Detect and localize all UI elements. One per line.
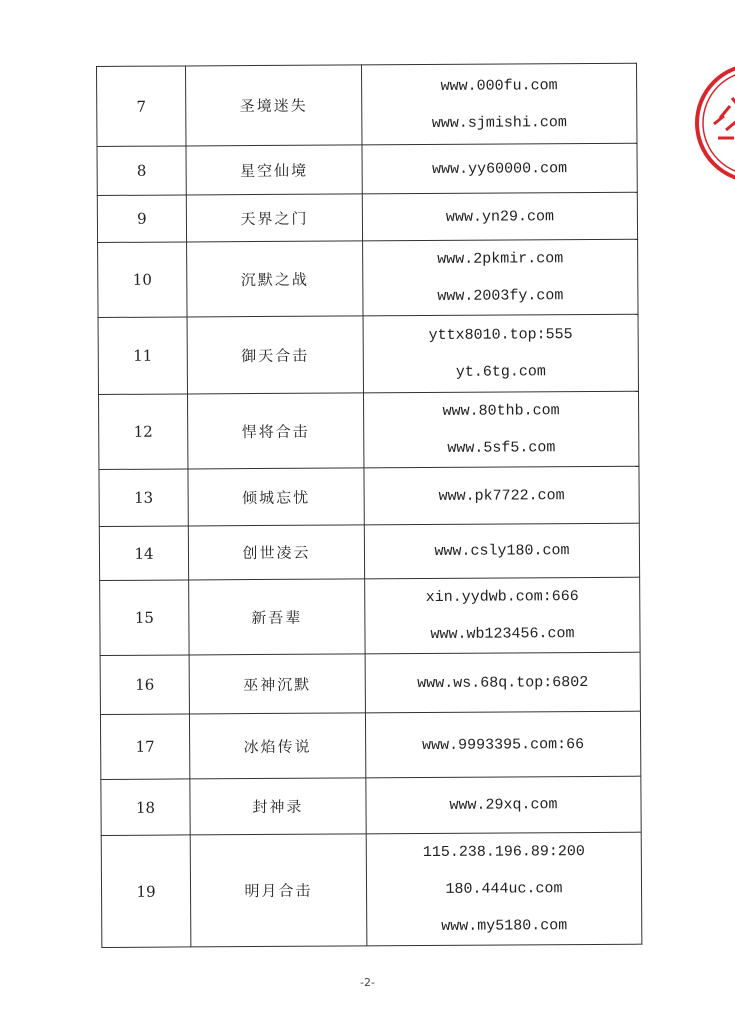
website-cell	[364, 391, 639, 468]
game-name: 倾城忘忧	[188, 468, 364, 526]
table-row	[100, 652, 640, 714]
game-name: 悍将合击	[188, 393, 364, 469]
website-url: www.yy60000.com	[432, 159, 568, 178]
table-row	[98, 314, 638, 394]
website-url: www.csly180.com	[434, 542, 570, 560]
row-number: 16	[100, 655, 189, 715]
website-url: www.2003fy.com	[437, 287, 564, 305]
website-cell	[365, 711, 640, 778]
game-name: 御天合击	[187, 316, 363, 394]
website-url: yttx8010.top:555	[428, 326, 573, 344]
game-site-table	[96, 63, 642, 948]
website-url: xin.yydwb.com:666	[425, 588, 579, 606]
game-name: 巫神沉默	[189, 654, 365, 714]
website-url: www.80thb.com	[442, 402, 560, 420]
game-name: 创世凌云	[188, 525, 364, 580]
row-number: 8	[97, 146, 186, 196]
website-url: 115.238.196.89:200	[422, 843, 585, 862]
table-row	[101, 832, 642, 947]
table-row	[99, 391, 639, 469]
table-row	[97, 63, 637, 146]
game-name: 圣境迷失	[186, 65, 362, 146]
website-url: www.wb123456.com	[430, 625, 575, 643]
website-url: www.my5180.com	[441, 917, 568, 935]
website-url: www.ws.68q.top:6802	[417, 673, 589, 692]
red-seal-stamp	[690, 58, 735, 188]
website-cell	[364, 523, 639, 579]
row-number: 11	[98, 317, 187, 395]
website-url: www.000fu.com	[440, 76, 558, 95]
website-cell	[363, 239, 638, 316]
game-name: 封神录	[190, 778, 366, 835]
website-url: 180.444uc.com	[445, 880, 563, 898]
website-url: www.5sf5.com	[447, 439, 556, 457]
website-cell	[362, 143, 637, 194]
game-name: 天界之门	[186, 194, 362, 242]
row-number: 13	[99, 469, 188, 527]
website-cell	[361, 63, 636, 145]
page-number: -2-	[360, 976, 375, 989]
game-name: 冰焰传说	[189, 713, 365, 779]
row-number: 18	[101, 779, 190, 836]
row-number: 7	[97, 66, 186, 147]
website-url: www.yn29.com	[445, 207, 554, 226]
website-cell	[366, 776, 641, 834]
game-name: 星空仙境	[186, 145, 362, 195]
game-name: 新吾辈	[189, 579, 365, 655]
website-cell	[365, 577, 640, 654]
table-row	[97, 192, 637, 242]
row-number: 17	[100, 714, 189, 780]
website-url: www.2pkmir.com	[437, 250, 564, 268]
website-cell	[362, 192, 637, 241]
game-name: 明月合击	[190, 834, 367, 947]
table-row	[99, 523, 639, 580]
website-url: www.sjmishi.com	[431, 113, 567, 132]
table-row	[99, 466, 639, 526]
website-cell	[364, 466, 639, 525]
table-body	[97, 63, 642, 947]
table-row	[100, 577, 640, 655]
website-cell	[365, 652, 640, 713]
row-number: 19	[101, 835, 191, 948]
table-row	[98, 239, 638, 317]
table-row	[97, 143, 637, 195]
website-url: www.29xq.com	[449, 796, 558, 814]
game-name: 沉默之战	[187, 241, 363, 317]
website-url: yt.6tg.com	[455, 363, 546, 381]
row-number: 14	[99, 526, 188, 581]
row-number: 12	[99, 394, 188, 470]
row-number: 9	[97, 195, 186, 243]
website-url: www.pk7722.com	[438, 486, 565, 505]
row-number: 10	[98, 242, 187, 318]
website-cell	[366, 832, 642, 946]
table-row	[100, 711, 640, 779]
row-number: 15	[100, 580, 189, 656]
website-cell	[363, 314, 638, 393]
website-url: www.9993395.com:66	[422, 735, 585, 754]
table-row	[101, 776, 641, 835]
